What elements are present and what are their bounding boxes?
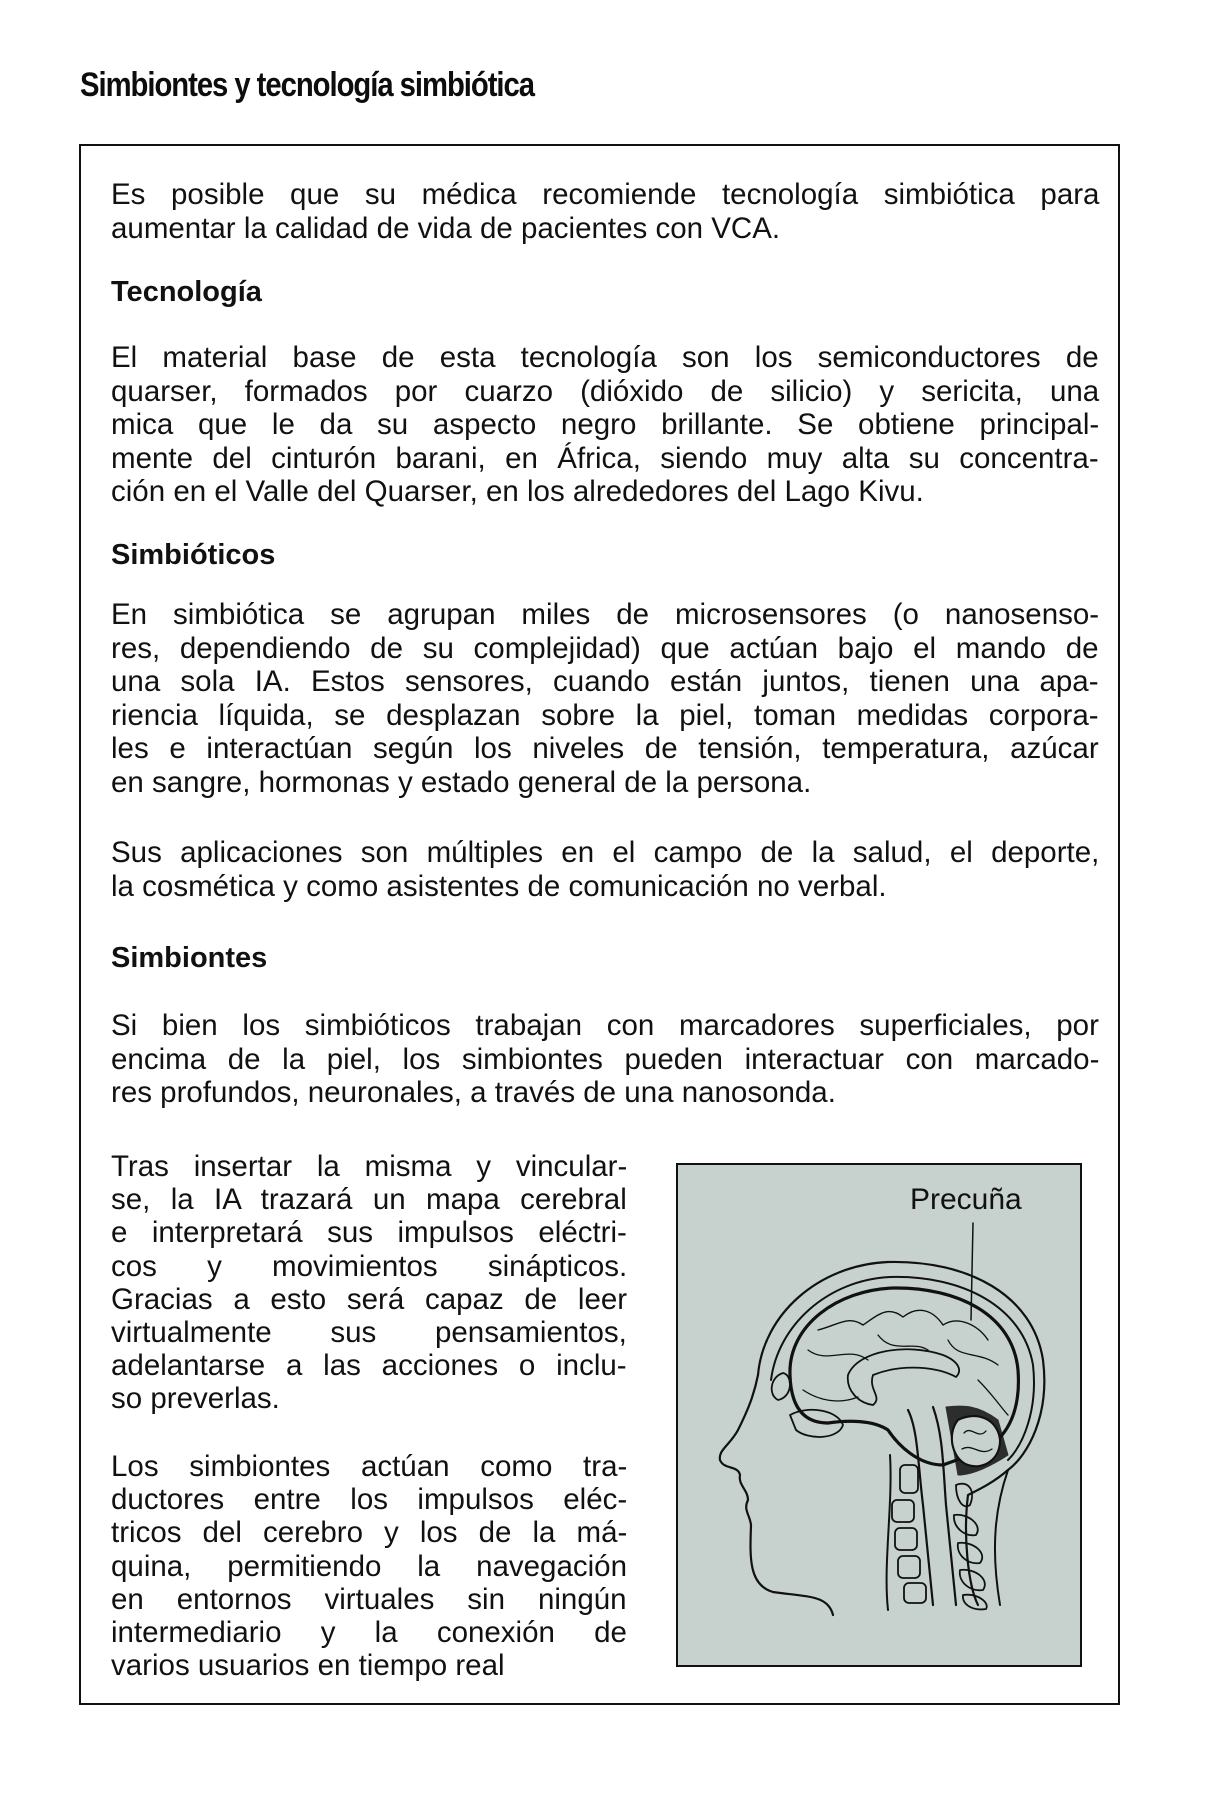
text-line: ductores entre los impulsos eléc-: [111, 1483, 628, 1517]
text-line: Gracias a esto será capaz de leer: [111, 1282, 628, 1316]
frontal-sinus: [772, 1373, 790, 1400]
simbiontes-paragraph-2: [111, 1150, 627, 1416]
text-line: En simbiótica se agrupan miles de microsensores (o nanosenso-: [111, 598, 1100, 631]
text-line: una sola IA. Estos sensores, cuando están juntos, tienen una apa-: [111, 665, 1099, 698]
text-line: Es posible que su médica recomiende tecnología simbiótica para: [111, 178, 1100, 211]
brain-figure: [676, 1163, 1082, 1667]
text-line: quina, permitiendo la navegación: [111, 1549, 627, 1583]
simbiontes-paragraph-1: [111, 1009, 1099, 1110]
text-line: so preverlas.: [111, 1382, 280, 1416]
cerebellum-fill: [952, 1416, 1000, 1466]
page-title: Simbiontes y tecnología simbiótica: [80, 66, 534, 104]
text-line: la cosmética y como asistentes de comunicación no verbal.: [111, 869, 887, 903]
brain-sulci: [803, 1335, 1008, 1415]
text-line: intermediario y la conexión de: [111, 1616, 627, 1650]
text-line: quarser, formados por cuarzo (dióxido de silicio) y sericita, una: [111, 374, 1100, 408]
text-line: en entornos virtuales sin ningún: [111, 1582, 627, 1616]
text-line: mente del cinturón barani, en África, siendo muy alta su concentra-: [111, 441, 1099, 475]
brain-gyri: [818, 1310, 988, 1340]
text-line: varios usuarios en tiempo real: [111, 1649, 505, 1683]
head-sagittal-brain-illustration-icon: [678, 1165, 1082, 1667]
section-heading-simbiontes: Simbiontes: [111, 942, 268, 974]
simbiontes-paragraph-3: [111, 1450, 627, 1682]
text-line: virtualmente sus pensamientos,: [111, 1316, 627, 1350]
text-line: ción en el Valle del Quarser, en los alrededores del Lago Kivu.: [111, 475, 924, 508]
brainstem: [908, 1407, 956, 1605]
text-line: El material base de esta tecnología son los semiconductores de: [111, 341, 1099, 374]
section-heading-simbioticos: Simbióticos: [111, 539, 276, 571]
text-line: riencia líquida, se desplazan sobre la piel, toman medidas corpora-: [111, 698, 1099, 732]
text-line: Los simbiontes actúan como tra-: [111, 1450, 628, 1483]
text-line: cos y movimientos sinápticos.: [111, 1249, 628, 1283]
text-line: e interpretará sus impulsos eléctri-: [111, 1216, 627, 1250]
text-line: aumentar la calidad de vida de pacientes con VCA.: [111, 211, 781, 245]
text-line: Si bien los simbióticos trabajan con marcadores superficiales, por: [111, 1009, 1099, 1042]
text-line: se, la IA trazará un mapa cerebral: [111, 1183, 627, 1217]
text-line: res profundos, neuronales, a través de una nanosonda.: [111, 1076, 836, 1109]
text-line: Sus aplicaciones son múltiples en el campo de la salud, el deporte,: [111, 836, 1100, 869]
simbioticos-paragraph-1: [111, 598, 1099, 799]
text-line: res, dependiendo de su complejidad) que actúan bajo el mando de: [111, 631, 1099, 665]
figure-label-precuna: Precuña: [910, 1183, 1022, 1216]
text-line: en sangre, hormonas y estado general de la persona.: [111, 765, 812, 799]
text-line: encima de la piel, los simbiontes pueden interactuar con marcado-: [111, 1042, 1100, 1076]
corpus-callosum: [848, 1349, 959, 1405]
intro-paragraph: [111, 178, 1099, 245]
simbioticos-paragraph-2: [111, 836, 1099, 903]
text-line: tricos del cerebro y los de la má-: [111, 1516, 628, 1550]
spinous-processes: [954, 1484, 987, 1610]
face-profile: [720, 1375, 833, 1615]
text-line: adelantarse a las acciones o inclu-: [111, 1349, 627, 1383]
text-line: les e interactúan según los niveles de tensión, temperatura, azúcar: [111, 732, 1099, 765]
text-line: mica que le da su aspecto negro brillante. Se obtiene principal-: [111, 408, 1100, 441]
tecnologia-paragraph: [111, 341, 1099, 509]
section-heading-tecnologia: Tecnología: [111, 276, 262, 308]
text-line: Tras insertar la misma y vincular-: [111, 1150, 628, 1183]
